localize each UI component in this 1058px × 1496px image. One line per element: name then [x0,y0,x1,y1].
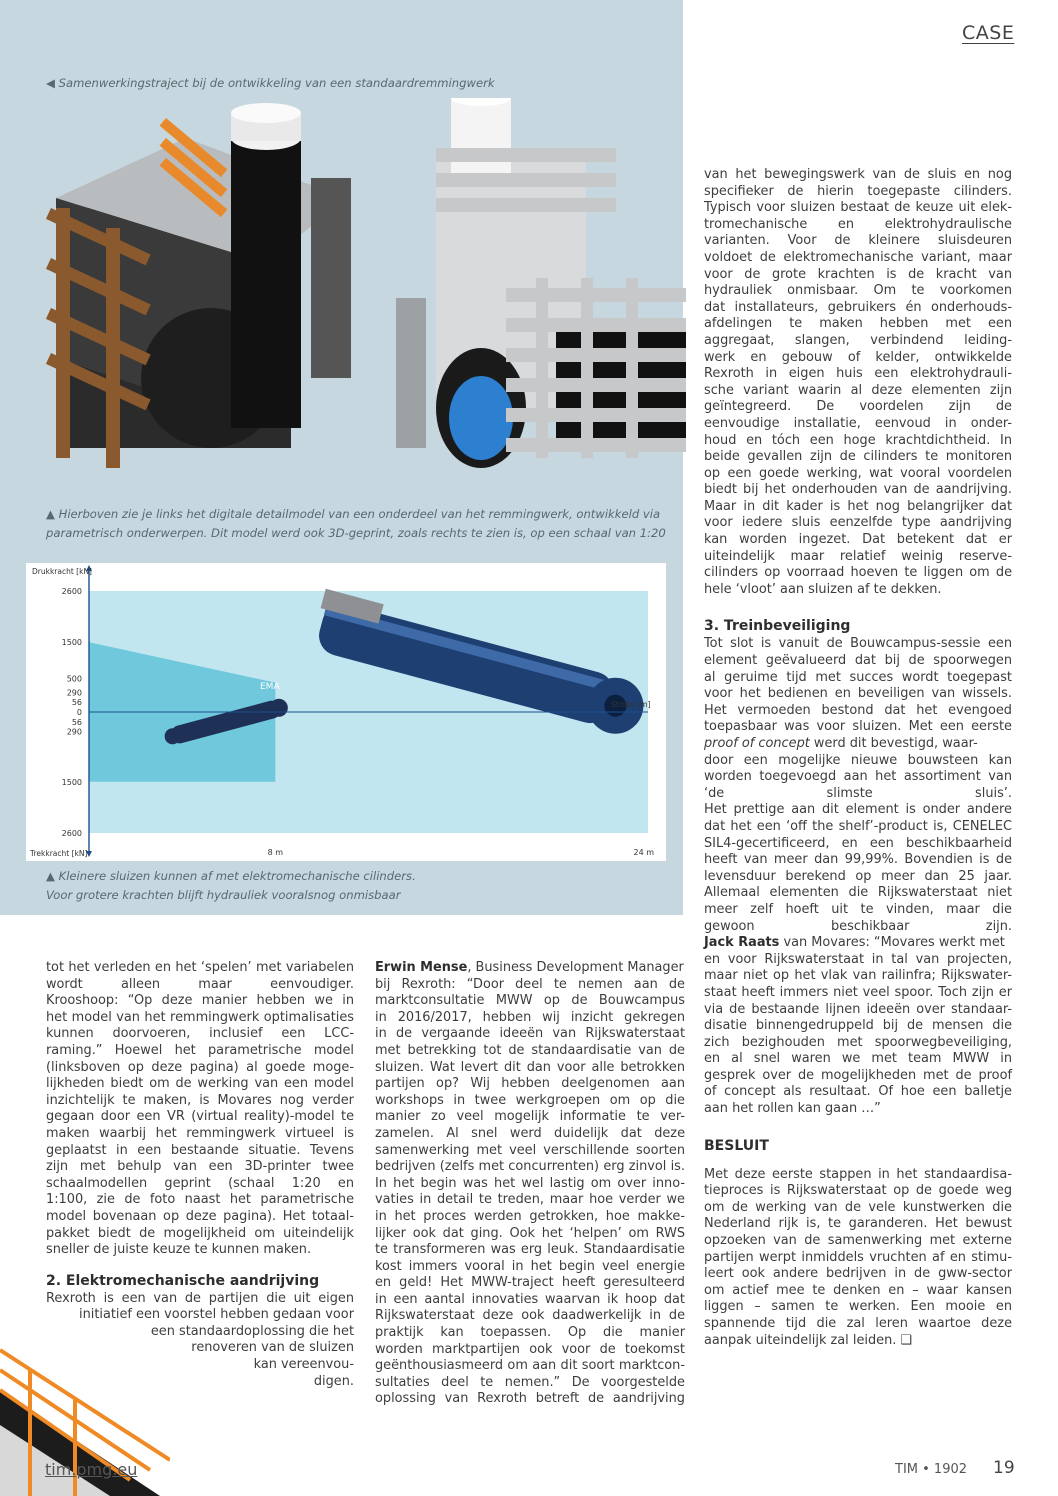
heading-besluit: BESLUIT [704,1137,769,1154]
col-mid-line: met betrekking tot de standaardisatie van de [375,1042,685,1058]
label-eha: EHA [623,581,642,591]
col-right-line: voor iedere sluis eenzelfde type aandrijving [704,515,1012,531]
col-mid-line: worden marktpartijen ook voor de toekomst [375,1341,685,1357]
col-mid-line: in de vergaande ideeën van Rijkswaterstaat [375,1026,685,1042]
col-left-line: Krooshoop: “Op deze manier hebben we in [46,993,354,1009]
section-label: CASE [962,22,1015,44]
remmingwerk-models-illustration [36,98,686,498]
col-mid-line: lijker ook dat ging. Ook het ‘helpen’ om RWS [375,1225,685,1241]
col-mid-line: kost immers vooral in het begin veel energie [375,1258,685,1274]
col-right-line: al geruime tijd met succes wordt toegepast [704,669,1012,685]
proof-of-concept-italic: proof of concept [704,736,810,751]
raats-lead-line [704,935,1012,952]
col-right-line: door een mogelijke nieuwe bouwsteen kan [704,752,1012,768]
y-tick-label: 500 [66,674,82,684]
printed-model [396,98,686,468]
col-mid-line: workshops in twee werkgroepen om op die [375,1092,685,1108]
col-left-line: maken waarbij het remmingwerk virtueel is [46,1125,354,1141]
column-right [704,167,1012,1349]
x-tick-label: 24 m [633,848,654,857]
col-right-line: tromechanische en elektrohydraulische [704,216,1012,232]
footer-url[interactable]: tim.pmg.eu [45,1460,138,1479]
col-mid-line: in 2016/2017, hebben wij inzicht gekregen [375,1009,685,1025]
col-right-line: om de werking van de vele kunstwerken die [704,1199,1012,1215]
col-right-line: uiteindelijk maar relatief weinig reserve- [704,548,1012,564]
heading-treinbeveiliging: 3. Treinbeveiliging [704,618,851,635]
y-tick-label: 2600 [61,587,82,596]
col-right-line: voor het bedienen en beveiligen van wissels. [704,686,1012,702]
col-mid-line: bedrijven (zelfs met concurrenten) erg zinvol is. [375,1159,685,1175]
col-right-line: tieproces is Rijkswaterstaat op de goede weg [704,1183,1012,1199]
col-right-line: leert ook andere bedrijven in de gww-sector [704,1266,1012,1282]
col-right-line: hele ‘vloot’ aan sluizen af te dekken. [704,581,942,597]
col-left-indent-line: renoveren van de sluizen [191,1340,354,1356]
col-right-line: maar niet op het vlak van railinfra; Rijkswater- [704,968,1012,984]
col-right-line: Het prettige aan dit element is onder andere [704,802,1012,818]
col-right-line: afdelingen te maken hebben met een [704,316,1012,332]
column-left-text [46,960,354,1259]
y-tick-label: 1500 [61,777,82,787]
column-middle [375,960,685,1408]
col-mid-line: In het begin was het wel lastig om over inno- [375,1175,685,1191]
col-right-line: meer zelf hoeft uit te vinden, maar die [704,901,1012,917]
col-right-line: spannende tijd die zal leren waartoe deze [704,1316,1012,1331]
caption-model-2: parametrisch onderwerpen. Dit model werd ook 3D-geprint, zoals rechts te zien is, op een schaal van 1:20 [46,526,666,540]
col-right-line: Nederland rijk is, te garanderen. Het bewust [704,1216,1012,1232]
y-tick-label: 2600 [61,829,82,838]
column-middle-text [375,977,685,1408]
col-left-line: schaalmodellen geprint (schaal 1:20 en [46,1175,354,1191]
col-right-line: Allemaal elementen die Rijkswaterstaat niet [704,885,1012,901]
proof-of-concept-line [704,736,1012,753]
col-left-line: gegaan door een VR (virtual reality)-model te [46,1109,354,1125]
col-right-line: kan worden ingezet. Dat betekent dat er [704,532,1012,548]
col-right-line: opzoeken van de samenwerking met externe [704,1233,1012,1249]
caption-top: ◀ Samenwerkingstraject bij de ontwikkeling van een standaardremmingwerk [46,76,495,90]
col-left-line: het model van het remmingwerk optimalisaties [46,1009,354,1025]
col-left-line: pakket biedt de mogelijkheid om uiteindelijk [46,1225,354,1241]
col-right-line: varianten. Voor de kleinere sluisdeuren [704,233,1012,249]
caption-chart-1: ▲ Kleinere sluizen kunnen af met elektromechanische cilinders. [46,869,416,883]
col-mid-line: geënthousiasmeerd om aan dit soort marktcon- [375,1358,685,1374]
col-right-line: Met deze eerste stappen in het standaardisa- [704,1166,1012,1182]
col-right-line: staat heeft immers niet veel spoor. Toch zijn er [704,984,1012,1000]
caption-model-1: ▲ Hierboven zie je links het digitale detailmodel van een onderdeel van het remmingwerk, ontwikkeld via [46,507,661,521]
page-number: 19 [993,1458,1015,1478]
col-mid-line: sultaties deel te nemen.” De voorgestelde [375,1374,685,1390]
col-right-line: ‘de slimste sluis’. [704,785,1012,801]
caption-chart-2: Voor grotere krachten blijft hydrauliek vooralsnog onmisbaar [46,888,401,902]
col-left-line: model bovenaan op deze pagina). Het totaal- [46,1208,354,1224]
raats-lead-rest: van Movares: “Movares werkt met [779,935,1005,951]
col-right-line: geïntegreerd. De voordelen zijn de [704,399,1012,415]
col-right-line: Typisch voor sluizen bestaat de keuze uit elek- [704,200,1012,216]
col-mid-line: en geld! Het MWW-traject heeft geresulteerd [375,1275,685,1291]
col-left-line: kunnen doorvoeren, inclusief een LCC- [46,1026,354,1042]
y-tick-label: 0 [76,708,82,717]
col-right-line: eenvoudige installatie, eenvoud in onder- [704,415,1012,431]
col-mid-line: in een aantal innovaties waarvan ik hoop dat [375,1291,685,1307]
col-right-line: Tot slot is vanuit de Bouwcampus-sessie een [704,636,1012,652]
col-right-line: partijen werpt inmiddels vruchten af en stimu- [704,1249,1012,1265]
y-tick-label: 56 [71,718,82,727]
ylabel-bottom: Trekkracht [kN] [30,849,88,858]
col-left-indent-line: Rexroth is een van de partijen die uit eigen [46,1290,354,1306]
col-left-line: sneller de juiste keuze te kunnen maken. [46,1242,312,1258]
col-left-line: geplaatst in een bestaande situatie. Tevens [46,1142,354,1158]
y-tick-label: 1500 [61,638,82,648]
col-right-line: werk en gebouw of kelder, ontwikkelde [704,349,1012,365]
col-right-line: biedt bij het onderhouden van de aandrijving. [704,482,1012,498]
col-right-line: voldoet de elektromechanische variant, maar [704,249,1012,265]
column-right-text-5 [704,1167,1012,1333]
paragraph-lead [375,960,685,977]
col-left-line: tot het verleden en het ‘spelen’ met variabelen [46,960,354,975]
col-right-line: element geëvalueerd dat bij de spoorwegen [704,653,1012,669]
heading-elektromechanisch: 2. Elektromechanische aandrijving [46,1272,320,1289]
col-right-line: cilinders op voorraad hoeven te liggen om de [704,565,1012,581]
col-left-line: lijkheden biedt om de werking van een model [46,1076,354,1092]
label-ema: EMA [260,682,280,692]
col-right-line: gewoon beschikbaar zijn. [704,918,1012,934]
col-right-line: om actief mee te denken en – waar kansen [704,1282,1012,1298]
col-right-line: liggen – samen te werken. Een mooie en [704,1299,1012,1315]
col-left-line: wordt alleen maar eenvoudiger. [46,976,354,992]
col-mid-line: in het proces werden getrokken, hoe makke- [375,1208,685,1224]
col-mid-line: partijen op? Wij hebben deelgenomen aan [375,1076,685,1092]
col-left-indent-line: kan vereenvou- [253,1357,354,1373]
col-right-line: zich bezighouden met spoorwegbeveiliging, [704,1034,1012,1050]
col-right-line: heeft van meer dan 99,99%. Bovendien is de [704,852,1012,868]
col-right-line: hydrauliek onmisbaar. Om te voorkomen [704,283,1012,299]
col-right-line: voor de grote krachten is de kracht van [704,266,1012,282]
col-right-line: Rexroth in eigen huis een elektrohydrauli- [704,366,1012,382]
col-right-line: en voor Rijkswaterstaat in tal van projecten, [704,951,1012,967]
col-right-line: sche variant waarin al deze elementen zijn [704,382,1012,398]
col-right-line: worden toegevoegd aan het assortiment van [704,769,1012,785]
col-mid-line: zamelen. Al snel werd duidelijk dat deze [375,1125,685,1141]
ylabel-top: Drukkracht [kN] [32,567,92,576]
y-tick-label: 290 [66,688,82,698]
col-right-line: dat installateurs, gebruikers én onderhouds- [704,299,1012,315]
col-left-indent-line: digen. [313,1373,354,1389]
col-right-line: op een goede werking, wat vooral voordelen [704,465,1012,481]
col-left-line: 1:100, zie de foto naast het parametrische [46,1192,354,1208]
column-right-text-3 [704,753,1012,936]
col-right-line: via de bestaande lijnen ideeën over standaar- [704,1001,1012,1017]
after-italic: werd dit bevestigd, waar- [809,736,978,751]
col-right-line: SIL4-gecertificeerd, en een beschikbaarheid [704,835,1012,851]
col-right-line: houd en tóch een hoge krachtdichtheid. In [704,432,1012,448]
column-right-text-2 [704,636,1012,736]
col-right-line: toepasbaar was voor sluizen. Met een eerste [704,719,1012,735]
y-tick-label: 290 [66,727,82,737]
col-mid-line: samenwerking met veel verschillende soorten [375,1142,685,1158]
col-mid-line: praktijk kan toepassen. Op die manier [375,1325,685,1341]
column-left [46,960,354,1390]
col-right-line: Het vermoeden bestond dat het evengoed [704,702,1012,718]
xlabel: Stroke [m] [611,700,651,709]
col-right-line: aan het rollen kan gaan …” [704,1101,881,1117]
col-mid-line: vaties in detail te treden, maar hoe verder we [375,1192,685,1208]
col-right-line: disatie binnengedruppeld bij de mensen die [704,1018,1012,1034]
column-right-text-1 [704,167,1012,598]
y-tick-label: 56 [71,698,82,707]
col-right-line: van het bewegingswerk van de sluis en nog [704,167,1012,182]
col-right-line: of concept als resultaat. Of hoe een balletje [704,1084,1012,1100]
col-left-line: (linksboven op deze pagina) al goede moge- [46,1059,354,1075]
col-mid-line: bij Rexroth: “Door deel te nemen aan de [375,976,685,992]
col-right-line: specifieker de hierin toegepaste cilinders. [704,183,1012,199]
col-right-line: gesprek over de mogelijkheden met de proof [704,1067,1012,1083]
force-stroke-chart [26,563,666,861]
col-mid-line: te transformeren was erg leuk. Standaardisatie [375,1242,685,1258]
footer-issue: TIM • 1902 [895,1462,968,1477]
col-right-line: en al snel waren we met team MWW in [704,1051,1012,1067]
digital-model [46,103,351,468]
column-right-text-4 [704,952,1012,1118]
col-left-line: zijn met behulp van een 3D-printer twee [46,1159,354,1175]
col-right-line: levensduur berekend op meer dan 25 jaar. [704,868,1012,884]
col-mid-line: marktconsultatie MWW op de Bouwcampus [375,993,685,1009]
col-right-line: dat het een ‘off the shelf’-product is, CENELEC [704,818,1012,834]
person-name-raats: Jack Raats [704,935,780,951]
col-mid-line: manier zo veel mogelijk informatie te ver- [375,1109,685,1125]
x-tick-label: 8 m [267,848,284,857]
col-right-line: Maar in dit kader is het nog belangrijker dat [704,498,1012,514]
col-right-line: beide gevallen zijn de cilinders te monitoren [704,449,1012,465]
col-left-indent-line: een standaardoplossing die het [150,1323,354,1339]
col-left-line: raming.” Hoewel het parametrische model [46,1042,354,1058]
col-mid-line: oplossing van Rexroth betreft de aandrijving [375,1391,685,1407]
final-line: aanpak uiteindelijk zal leiden. ❑ [704,1332,912,1348]
col-mid-line: Rijkswaterstaat deze ook daadwerkelijk in de [375,1308,685,1324]
col-right-line: aggregaat, slangen, verbindend leiding- [704,332,1012,348]
col-left-indent-line: initiatief een voorstel hebben gedaan voor [78,1307,354,1323]
col-left-line: inzichtelijk te maken, is Movares nog verder [46,1092,354,1108]
col-mid-line: sluizen. Wat levert dit dan voor alle betrokken [375,1059,685,1075]
lead-text: , Business Development Manager [467,960,684,975]
person-name-mense: Erwin Mense [375,960,468,975]
